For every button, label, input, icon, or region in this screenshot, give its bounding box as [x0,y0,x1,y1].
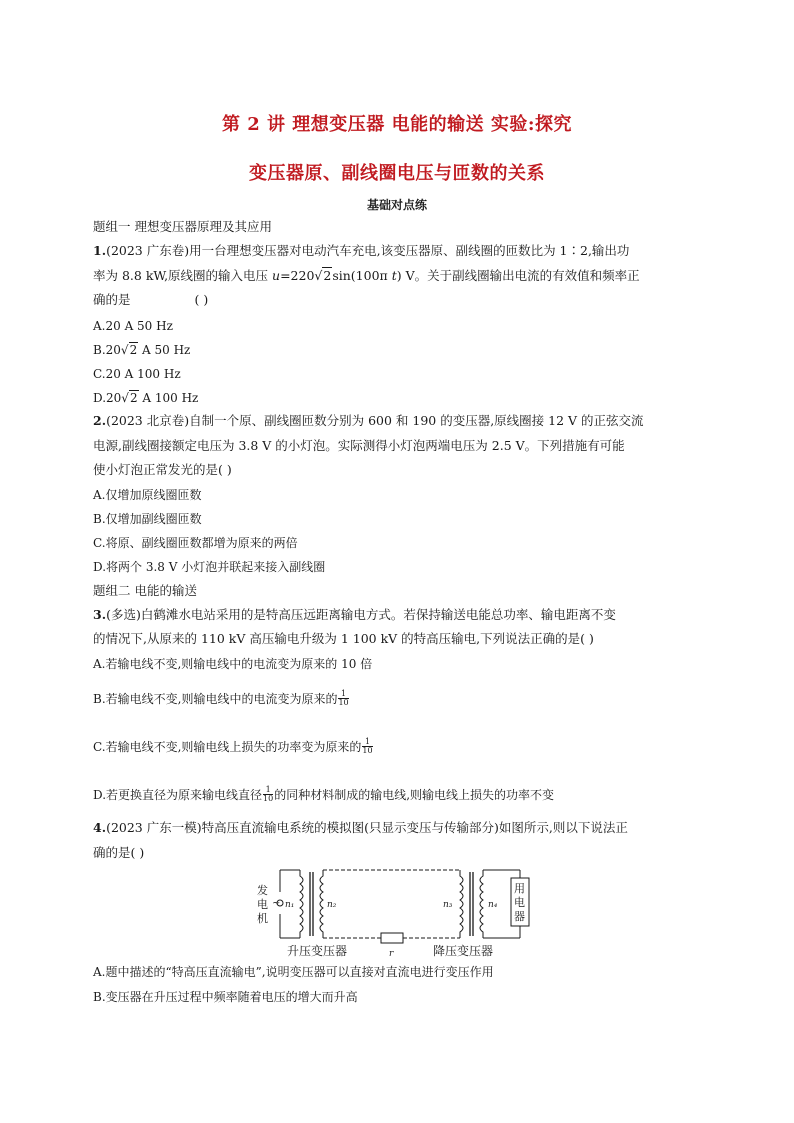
q1-line1 [93,243,713,259]
q1-text2d: ) V。关于副线圈输出电流的有效值和频率正 [396,268,640,283]
svg-text:升压变压器: 升压变压器 [287,944,348,958]
sqrt-symbol: √2 [121,391,138,405]
q3-option-a: A.若输电线不变,则输电线中的电流变为原来的 10 倍 [93,657,373,671]
q2-option-b: B.仅增加副线圈匝数 [93,512,202,526]
q4-option-b: B.变压器在升压过程中频率随着电压的增大而升高 [93,990,358,1004]
group2-label: 题组二 电能的输送 [93,583,197,598]
q1-text1: (2023 广东卷)用一台理想变压器对电动汽车充电,该变压器原、副线圈的匝数比为 1∶2,输出功 [106,243,630,258]
q1-line3 [93,292,713,308]
svg-text:电: 电 [257,898,268,911]
q3-option-d: D.若更换直径为原来输电线直径 $\frac{1}{10}$ 的同种材料制成的输电线,则输电线上损失的功率不变 [93,785,555,803]
q4-line1: 4.(2023 广东一模)特高压直流输电系统的模拟图(只显示变压与传输部分)如图所示,则以下说法正 [93,820,628,835]
svg-text:n₂: n₂ [327,900,337,910]
q1-option-d: D.20√2 A 100 Hz [93,391,199,405]
q1-number: 1. [93,243,107,258]
q1-option-c: C.20 A 100 Hz [93,367,181,381]
q1-text2b: =220 [280,268,315,283]
q1-var-u: u [272,268,281,283]
section-heading: 基础对点练 [366,198,427,212]
q1-option-a: A.20 A 50 Hz [93,319,173,333]
svg-text:器: 器 [514,910,525,923]
q2-line3: 使小灯泡正常发光的是( ) [93,462,232,477]
q1-var-t: t [391,268,397,283]
svg-text:~: ~ [272,898,281,909]
q3-line1: 3.(多选)白鹤滩水电站采用的是特高压远距离输电方式。若保持输送电能总功率、输电距离不变 [93,607,616,622]
group1-label: 题组一 理想变压器原理及其应用 [93,219,272,234]
q1-line2 [93,268,713,284]
q1-text2a: 率为 8.8 kW,原线圈的输入电压 [93,268,273,283]
svg-text:机: 机 [257,912,268,925]
q2-option-d: D.将两个 3.8 V 小灯泡并联起来接入副线圈 [93,560,326,574]
q2-option-a: A.仅增加原线圈匝数 [93,488,202,502]
q3-line2: 的情况下,从原来的 110 kV 高压输电升级为 1 100 kV 的特高压输电,下列说法正确的是( ) [93,631,594,646]
q1-text2c: sin(100π [332,268,392,283]
q1-answer-paren: ( ) [194,292,209,307]
q1-text3: 确的是 [93,292,131,307]
svg-text:n₃: n₃ [443,900,453,910]
q2-number: 2. [93,413,107,428]
svg-text:发: 发 [257,884,268,897]
q2-line2: 电源,副线圈接额定电压为 3.8 V 的小灯泡。实际测得小灯泡两端电压为 2.5 V。下列措施有可能 [93,438,625,453]
svg-text:r: r [389,949,394,958]
q3-option-b: B.若输电线不变,则输电线中的电流变为原来的 $\frac{1}{10}$ [93,689,349,707]
q2-option-c: C.将原、副线圈匝数都增为原来的两倍 [93,536,298,550]
page-title-line2: 变压器原、副线圈电压与匝数的关系 [249,163,545,184]
fraction-one-tenth: $\frac{1}{10}$ [338,689,349,707]
transmission-circuit-diagram [255,862,545,958]
q4-line2: 确的是( ) [93,845,145,860]
page-title-line1: 第 2 讲 理想变压器 电能的输送 实验:探究 [221,114,572,135]
q1-option-b: B.20√2 A 50 Hz [93,343,191,357]
q3-number: 3. [93,607,107,622]
sqrt-symbol: √2 [120,343,138,357]
q4-number: 4. [93,820,107,835]
svg-text:电: 电 [514,896,525,909]
svg-text:用: 用 [514,882,525,895]
sqrt-symbol: √2 [314,268,332,283]
svg-text:n₁: n₁ [285,900,295,910]
q4-option-a: A.题中描述的“特高压直流输电”,说明变压器可以直接对直流电进行变压作用 [93,965,494,979]
q3-option-c: C.若输电线不变,则输电线上损失的功率变为原来的 $\frac{1}{10}$ [93,737,373,755]
svg-text:n₄: n₄ [488,900,498,910]
fraction-one-tenth: $\frac{1}{10}$ [362,737,373,755]
fraction-one-tenth: $\frac{1}{10}$ [263,785,274,803]
svg-text:降压变压器: 降压变压器 [433,944,494,958]
q2-line1: 2.(2023 北京卷)自制一个原、副线圈匝数分别为 600 和 190 的变压器,原线圈接 12 V 的正弦交流 [93,413,644,428]
